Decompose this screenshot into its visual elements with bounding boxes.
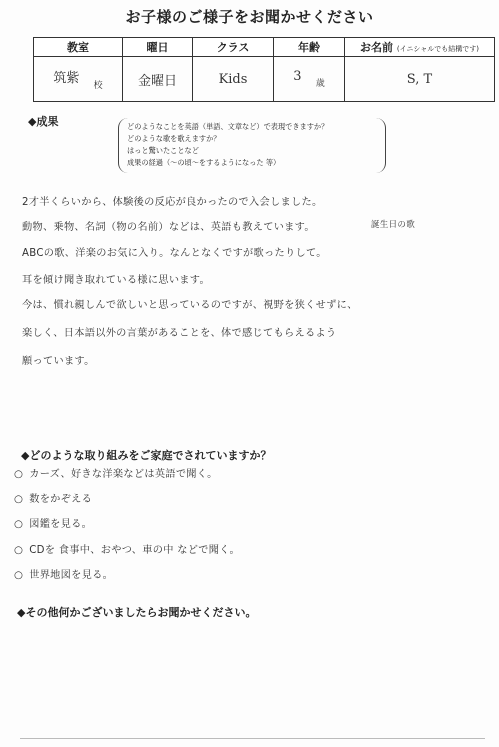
page-bottom-edge xyxy=(20,738,485,739)
home-item: ○ カーズ、好きな洋楽などは英語で聞く。 xyxy=(14,469,218,480)
home-item-text: CDを 食事中、おやつ、車の中 などで聞く。 xyxy=(29,545,240,556)
header-age: 年齢 xyxy=(274,38,345,57)
results-line: 願っています。 xyxy=(22,356,95,367)
prompt-item: どのようなことを英語（単語、文章など）で表現できますか？ xyxy=(127,122,329,131)
results-heading: ◆成果 xyxy=(28,115,59,128)
home-item: ○ 世界地図を見る。 xyxy=(14,570,114,581)
header-name-label: お名前 xyxy=(360,41,394,54)
age-unit: 歳 xyxy=(315,79,325,89)
results-line: 今は、慣れ親しんで欲しいと思っているのですが、視野を狭くせずに、 xyxy=(22,300,358,311)
prompt-item: 成果の経過（～の頃～をするようになった 等） xyxy=(127,158,281,167)
header-weekday: 曜日 xyxy=(123,38,193,57)
header-name xyxy=(345,38,495,57)
classroom-suffix: 校 xyxy=(93,81,103,91)
results-line: 誕生日の歌 xyxy=(371,220,416,230)
home-item: ○ 数をかぞえる xyxy=(14,494,93,505)
classroom-value: 筑紫 xyxy=(53,71,80,86)
prompt-item: はっと驚いたことなど xyxy=(127,146,199,155)
other-heading: ◆その他何かございましたらお聞かせください。 xyxy=(17,606,257,619)
results-prompts xyxy=(118,118,386,173)
prompt-item: どのような歌を歌えますか？ xyxy=(127,134,221,143)
results-line: ABCの歌、洋楽のお気に入り。なんとなくですが歌ったりして。 xyxy=(22,248,327,259)
results-line: 耳を傾け聞き取れている様に思います。 xyxy=(22,275,210,286)
home-item: ○ CDを 食事中、おやつ、車の中 などで聞く。 xyxy=(14,545,240,556)
cell-age xyxy=(274,57,345,102)
home-item: ○ 図鑑を見る。 xyxy=(14,519,93,530)
header-classroom: 教室 xyxy=(34,38,123,57)
home-item-text: カーズ、好きな洋楽などは英語で聞く。 xyxy=(29,469,218,480)
cell-weekday: 金曜日 xyxy=(123,57,193,102)
cell-name: S, T xyxy=(345,57,495,102)
results-line: 楽しく、日本語以外の言葉があることを、体で感じてもらえるよう xyxy=(22,328,337,339)
cell-classroom xyxy=(34,57,123,102)
home-item-text: 図鑑を見る。 xyxy=(29,519,93,530)
header-name-note: (イニシャルでも結構です) xyxy=(396,45,479,53)
cell-class: Kids xyxy=(193,57,274,102)
age-value: 3 xyxy=(293,69,302,84)
header-class: クラス xyxy=(193,38,274,57)
info-table xyxy=(33,37,495,102)
home-item-text: 数をかぞえる xyxy=(29,494,93,505)
form-title: お子様のご様子をお聞かせください xyxy=(125,8,374,26)
results-line: 2才半くらいから、体験後の反応が良かったので入会しました。 xyxy=(22,197,323,208)
results-line: 動物、乗物、名詞（物の名前）などは、英語も教えています。 xyxy=(22,222,315,233)
home-heading: ◆どのような取り組みをご家庭でされていますか？ xyxy=(21,449,272,462)
home-item-text: 世界地図を見る。 xyxy=(29,570,114,581)
